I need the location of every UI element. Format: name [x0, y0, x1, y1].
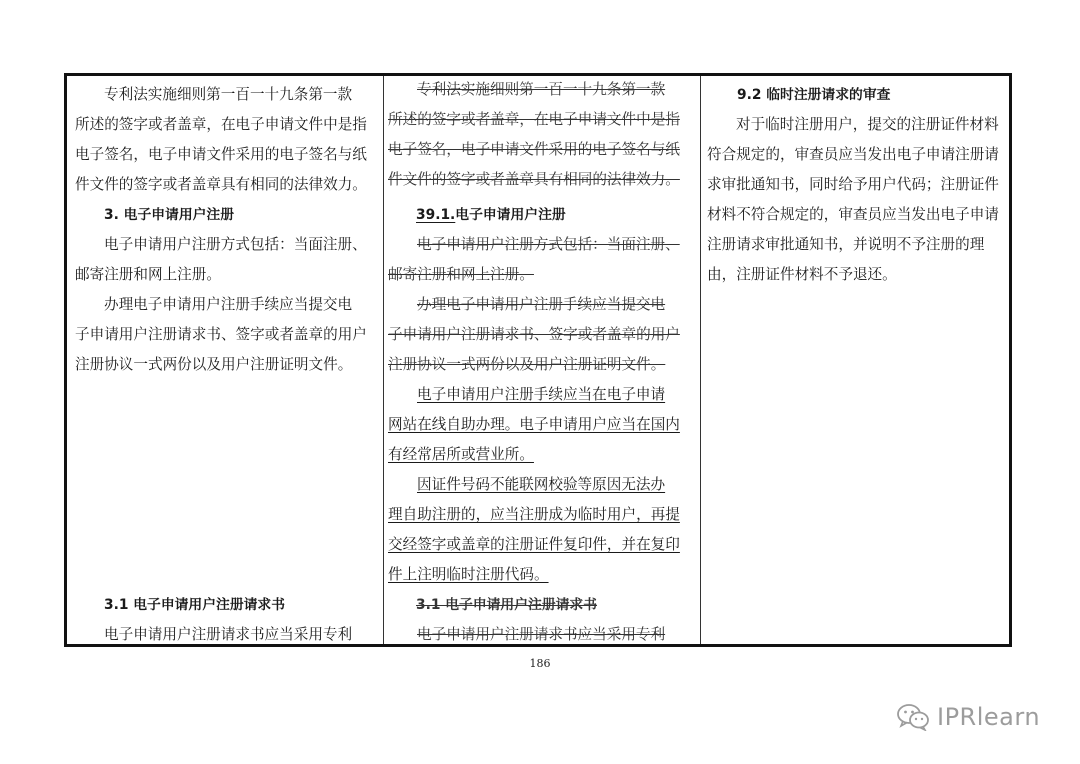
text-line: 材料不符合规定的，审查员应当发出电子申请 [707, 206, 999, 223]
section-heading [416, 205, 566, 225]
section-heading: 3.1 电子申请用户注册请求书 [104, 597, 286, 613]
text-line: 电子申请用户注册方式包括：当面注册、 [104, 236, 367, 253]
inserted-text-line: 件上注明临时注册代码。 [388, 566, 549, 583]
inserted-text-line: 网站在线自助办理。电子申请用户应当在国内 [388, 416, 680, 433]
text-line: 子申请用户注册请求书、签字或者盖章的用户 [75, 326, 367, 343]
deleted-text-line: 办理电子申请用户注册手续应当提交电 [417, 296, 666, 313]
text-line: 由，注册证件材料不予退还。 [707, 266, 897, 283]
inserted-text-line: 电子申请用户注册手续应当在电子申请 [417, 386, 666, 403]
text-line: 对于临时注册用户，提交的注册证件材料 [736, 116, 999, 133]
section-heading: 3. 电子申请用户注册 [104, 207, 235, 223]
watermark [896, 700, 1040, 734]
inserted-text-line: 理自助注册的，应当注册成为临时用户，再提 [388, 506, 680, 523]
text-line: 办理电子申请用户注册手续应当提交电 [104, 296, 353, 313]
original-text-column [67, 76, 384, 644]
inserted-text-line: 交经签字或盖章的注册证件复印件，并在复印 [388, 536, 680, 553]
text-line: 邮寄注册和网上注册。 [75, 266, 221, 283]
text-line: 求审批通知书，同时给予用户代码；注册证件 [707, 176, 999, 193]
text-line: 注册请求审批通知书，并说明不予注册的理 [707, 236, 985, 253]
section-heading: 9.2 临时注册请求的审查 [737, 87, 891, 103]
text-line: 所述的签字或者盖章，在电子申请文件中是指 [75, 116, 367, 133]
heading-text: 电子申请用户注册 [455, 207, 566, 223]
deleted-text-line: 件文件的签字或者盖章具有相同的法律效力。 [388, 171, 680, 188]
deleted-text-line: 邮寄注册和网上注册。 [388, 266, 534, 283]
deleted-text-line: 注册协议一式两份以及用户注册证明文件。 [388, 356, 666, 373]
heading-number: 39.1. [416, 207, 456, 223]
deleted-text-line: 电子签名，电子申请文件采用的电子签名与纸 [388, 141, 680, 158]
text-line: 电子签名，电子申请文件采用的电子签名与纸 [75, 146, 367, 163]
deleted-text-line: 子申请用户注册请求书、签字或者盖章的用户 [388, 326, 680, 343]
deleted-text-line: 电子申请用户注册方式包括：当面注册、 [417, 236, 680, 253]
explanation-column [701, 76, 1009, 644]
wechat-icon [896, 703, 930, 731]
comparison-table [64, 73, 1012, 647]
text-line: 符合规定的，审查员应当发出电子申请注册请 [707, 146, 999, 163]
inserted-text-line: 有经常居所或营业所。 [388, 446, 534, 463]
text-line: 件文件的签字或者盖章具有相同的法律效力。 [75, 176, 367, 193]
text-line: 注册协议一式两份以及用户注册证明文件。 [75, 356, 353, 373]
deleted-text-line: 所述的签字或者盖章，在电子申请文件中是指 [388, 111, 680, 128]
deleted-text-line: 专利法实施细则第一百一十九条第一款 [417, 81, 666, 98]
page-number: 186 [529, 657, 551, 670]
inserted-text-line: 因证件号码不能联网校验等原因无法办 [417, 476, 666, 493]
text-line: 专利法实施细则第一百一十九条第一款 [104, 86, 353, 103]
revised-text-column [384, 76, 701, 644]
text-line: 电子申请用户注册请求书应当采用专利 [104, 626, 353, 643]
deleted-text-line: 电子申请用户注册请求书应当采用专利 [417, 626, 666, 643]
section-heading: 3.1 电子申请用户注册请求书 [416, 597, 598, 613]
watermark-text: IPRlearn [937, 703, 1041, 731]
